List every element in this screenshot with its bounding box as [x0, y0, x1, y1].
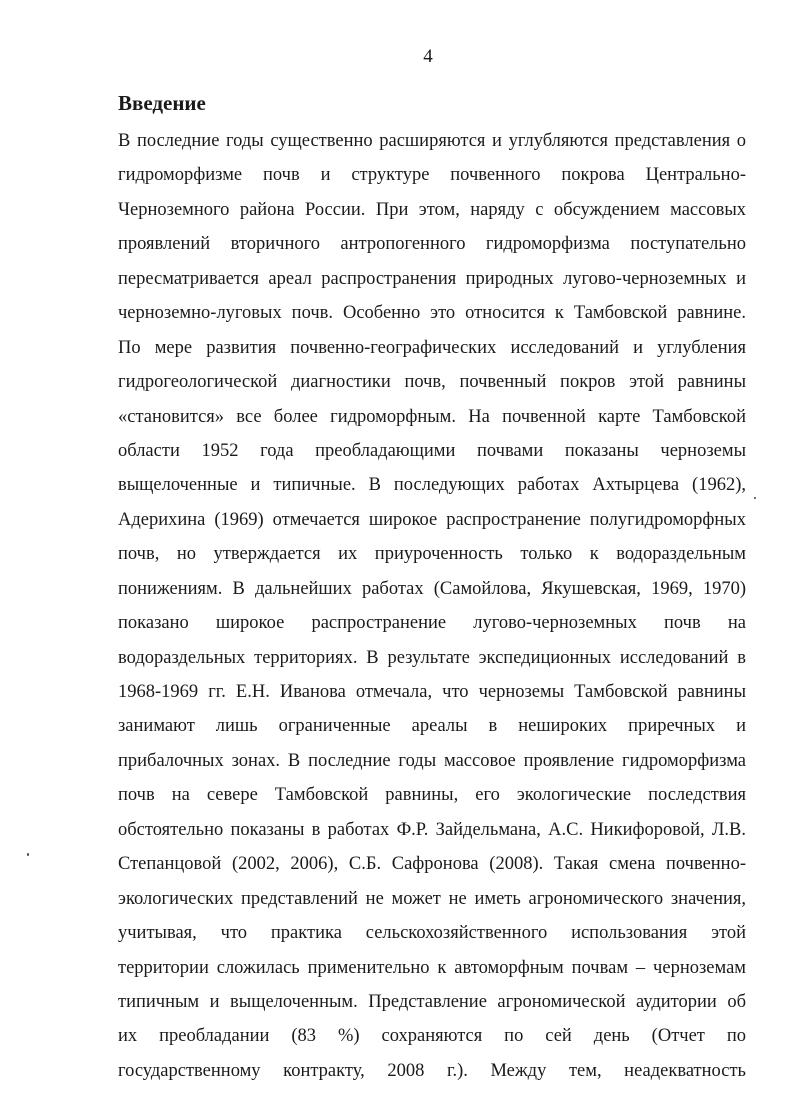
text-line: обстоятельно показаны в работах Ф.Р. Зайдельмана, А.С. Никифоровой, Л.В.	[118, 819, 746, 840]
text-line: 1968-1969 гг. Е.Н. Иванова отмечала, что черноземы Тамбовской равнины	[118, 682, 746, 702]
text-line: экологических представлений не может не иметь агрономического значения,	[118, 888, 746, 909]
text-line: государственному контракту, 2008 г.). Между тем, неадекватность	[118, 1060, 746, 1081]
text-line: типичным и выщелоченным. Представление агрономической аудитории об	[118, 991, 746, 1012]
text-line: Адерихина (1969) отмечается широкое распространение полугидроморфных	[118, 509, 746, 530]
page-number: 4	[423, 46, 433, 67]
text-line: их преобладании (83 %) сохраняются по сей день (Отчет по	[118, 1026, 746, 1047]
text-line: черноземно-луговых почв. Особенно это относится к Тамбовской равнине.	[118, 303, 746, 324]
text-line: Черноземного района России. При этом, наряду с обсуждением массовых	[118, 199, 746, 220]
text-line: пересматривается ареал распространения природных лугово-черноземных и	[118, 268, 746, 289]
text-line: занимают лишь ограниченные ареалы в нешироких приречных и	[118, 716, 746, 737]
text-line: проявлений вторичного антропогенного гидроморфизма поступательно	[118, 234, 746, 255]
text-line: гидроморфизме почв и структуре почвенного покрова Центрально-	[118, 165, 746, 186]
text-line: почв, но утверждается их приуроченность только к водораздельным	[118, 544, 746, 565]
text-line: гидрогеологической диагностики почв, почвенный покров этой равнины	[118, 372, 746, 393]
text-line: учитывая, что практика сельскохозяйственного использования этой	[118, 923, 746, 944]
text-line: понижениям. В дальнейших работах (Самойлова, Якушевская, 1969, 1970)	[118, 578, 746, 599]
text-line: области 1952 года преобладающими почвами показаны черноземы	[118, 440, 746, 461]
scan-speck	[754, 497, 756, 499]
body-paragraph	[118, 124, 746, 1088]
section-heading: Введение	[118, 91, 206, 115]
text-line: прибалочных зонах. В последние годы массовое проявление гидроморфизма	[118, 750, 746, 771]
text-line: В последние годы существенно расширяются и углубляются представления о	[118, 131, 746, 151]
text-line: выщелоченные и типичные. В последующих работах Ахтырцева (1962),	[118, 475, 746, 496]
text-line: почв на севере Тамбовской равнины, его экологические последствия	[118, 785, 746, 806]
scan-speck	[27, 853, 29, 856]
text-line: показано широкое распространение лугово-черноземных почв на	[118, 613, 746, 634]
text-line: Степанцовой (2002, 2006), С.Б. Сафронова (2008). Такая смена почвенно-	[118, 854, 746, 875]
text-line: водораздельных территориях. В результате экспедиционных исследований в	[118, 647, 746, 668]
text-line: «становится» все более гидроморфным. На почвенной карте Тамбовской	[118, 406, 746, 427]
text-line: территории сложилась применительно к автоморфным почвам – черноземам	[118, 957, 746, 978]
text-line: По мере развития почвенно-географических исследований и углубления	[118, 337, 746, 358]
